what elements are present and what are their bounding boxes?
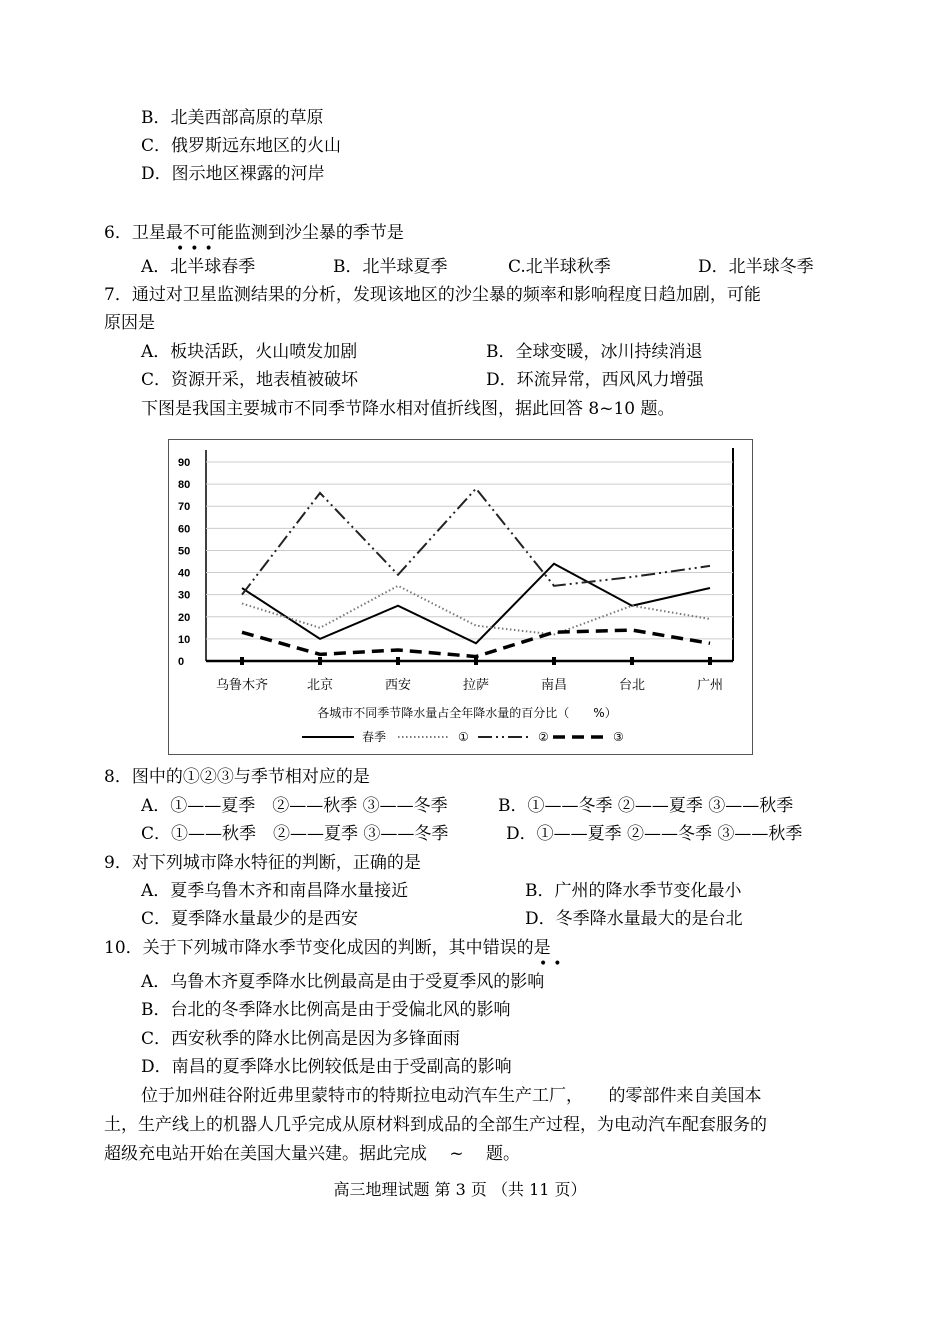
y-tick-label: 30 (178, 589, 191, 602)
series-line-3 (242, 489, 710, 595)
q10-option-b: B．台北的冬季降水比例高是由于受偏北风的影响 (141, 1000, 511, 1020)
passage-line-2: 土，生产线上的机器人几乎完成从原材料到成品的全部生产过程，为电动汽车配套服务的 (104, 1115, 767, 1135)
y-tick-label: 0 (178, 656, 185, 668)
precipitation-chart (168, 439, 753, 755)
legend-label-2: ① (458, 730, 469, 744)
data-point (397, 585, 399, 587)
x-tick (552, 657, 556, 665)
passage-line-3: 超级充电站开始在美国大量兴建。据此完成 ~ 题。 (104, 1144, 521, 1164)
q6-option-d: D．北半球冬季 (698, 257, 814, 277)
q9-option-d: D．冬季降水量最大的是台北 (525, 909, 743, 929)
chart-svg (169, 440, 754, 756)
x-tick-label: 广州 (696, 678, 724, 693)
q5-option-d: D．图示地区裸露的河岸 (141, 164, 325, 184)
q7-option-a: A．板块活跃，火山喷发加剧 (141, 342, 358, 362)
q7-stem-line1: 7．通过对卫星监测结果的分析，发现该地区的沙尘暴的频率和影响程度日趋加剧，可能 (104, 285, 761, 305)
y-tick-label: 20 (178, 611, 191, 624)
x-tick (708, 657, 712, 665)
x-tick-label: 拉萨 (462, 678, 490, 693)
legend-label-4: ③ (613, 730, 624, 744)
y-tick-label: 10 (178, 633, 191, 646)
data-point (709, 618, 711, 620)
x-tick-label: 台北 (618, 678, 646, 693)
x-tick-label: 南昌 (540, 678, 568, 693)
q9-option-b: B．广州的降水季节变化最小 (525, 881, 742, 901)
q8-stem: 8．图中的①②③与季节相对应的是 (104, 767, 370, 787)
y-tick-label: 70 (178, 501, 191, 514)
x-tick (318, 657, 322, 665)
x-tick-label: 北京 (306, 678, 334, 693)
q7-stem-line2: 原因是 (104, 313, 155, 333)
q8-option-b: B．①——冬季 ②——夏季 ③——秋季 (498, 796, 794, 816)
q7-option-d: D．环流异常，西风风力增强 (486, 370, 704, 390)
q6-option-a: A．北半球春季 (141, 257, 256, 277)
q10-stem: 10．关于下列城市降水季节变化成因的判断，其中错误的是 (104, 938, 551, 958)
q10-option-d: D．南昌的夏季降水比例较低是由于受副高的影响 (141, 1057, 512, 1077)
q5-option-c: C．俄罗斯远东地区的火山 (141, 136, 342, 156)
x-tick (630, 657, 634, 665)
x-tick-label: 西安 (384, 678, 412, 693)
series-line-2 (242, 586, 710, 635)
data-point (631, 629, 633, 631)
y-tick-label: 80 (178, 479, 191, 492)
q9-option-a: A．夏季乌鲁木齐和南昌降水量接近 (141, 881, 409, 901)
q5-option-b: B．北美西部高原的草原 (141, 108, 324, 128)
q6-stem: 6．卫星最不可能监测到沙尘暴的季节是 (104, 223, 404, 243)
q9-option-c: C．夏季降水量最少的是西安 (141, 909, 359, 929)
y-tick-label: 40 (178, 567, 191, 580)
passage-line-1: 位于加州硅谷附近弗里蒙特市的特斯拉电动汽车生产工厂， 的零部件来自美国本 (141, 1086, 762, 1106)
q8-option-a: A．①——夏季 ②——秋季 ③——冬季 (141, 796, 448, 816)
x-tick-label: 乌鲁木齐 (215, 678, 269, 693)
q7-option-c: C．资源开采，地表植被破坏 (141, 370, 359, 390)
q6-option-c: C.北半球秋季 (508, 257, 611, 277)
y-tick-label: 50 (178, 545, 191, 558)
x-tick (396, 657, 400, 665)
q8-option-d: D．①——夏季 ②——冬季 ③——秋季 (506, 824, 803, 844)
page-footer: 高三地理试题 第 3 页 （共 11 页） (333, 1180, 587, 1199)
data-point (475, 488, 477, 490)
q6-option-b: B．北半球夏季 (333, 257, 448, 277)
y-tick-label: 60 (178, 523, 191, 536)
data-point (631, 576, 633, 578)
q6-emphasis-dots: ••• (176, 241, 219, 257)
y-tick-label: 90 (178, 457, 191, 469)
q10-option-a: A．乌鲁木齐夏季降水比例最高是由于受夏季风的影响 (141, 972, 545, 992)
q10-emphasis-dots: •• (539, 956, 568, 972)
q7-option-b: B．全球变暖，冰川持续消退 (486, 342, 703, 362)
x-axis-title: 各城市不同季节降水量占全年降水量的百分比（ %） (317, 706, 617, 720)
x-tick (240, 657, 244, 665)
q8-option-c: C．①——秋季 ②——夏季 ③——冬季 (141, 824, 449, 844)
q10-option-c: C．西安秋季的降水比例高是因为多锋面雨 (141, 1029, 461, 1049)
data-point (553, 631, 555, 633)
legend-label-3: ② (538, 730, 549, 744)
q8-10-intro: 下图是我国主要城市不同季节降水相对值折线图，据此回答 8~10 题。 (141, 399, 675, 419)
legend-label-1: 春季 (362, 730, 387, 744)
q9-stem: 9．对下列城市降水特征的判断，正确的是 (104, 853, 421, 873)
